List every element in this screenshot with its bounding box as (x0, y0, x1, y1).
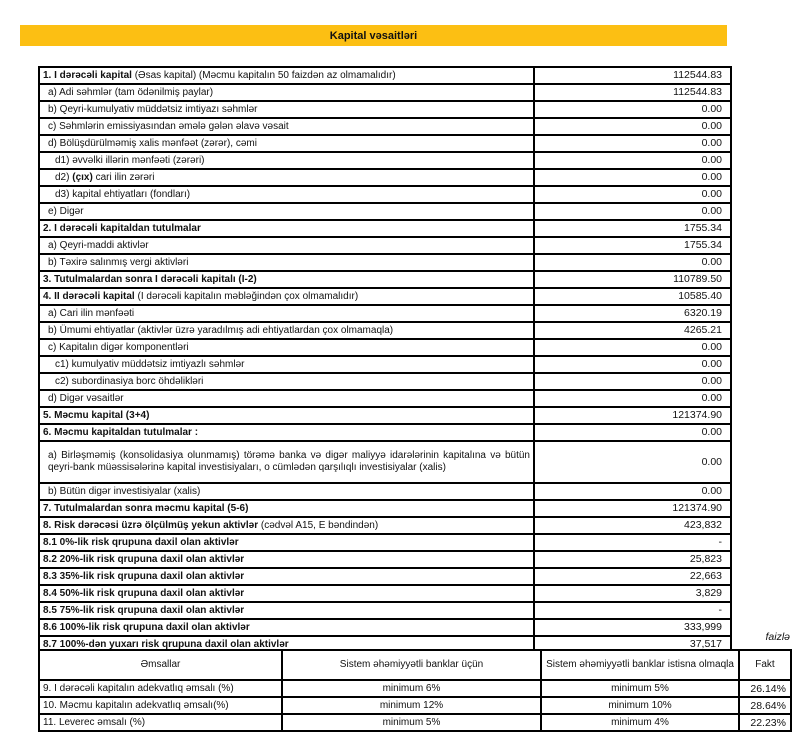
row-value: 0.00 (534, 203, 731, 220)
ratios-table (38, 649, 792, 732)
row-label (39, 135, 534, 152)
row-value: 0.00 (534, 118, 731, 135)
ratio-systemic-minimum: minimum 5% (282, 714, 541, 731)
ratio-row (39, 714, 791, 731)
table-row (39, 568, 731, 585)
row-label-segment: a) Qeyri-maddi aktivlər (48, 240, 149, 251)
row-label (39, 118, 534, 135)
percent-unit-note: faizlə (765, 631, 790, 643)
row-label (39, 534, 534, 551)
ratio-non-systemic-minimum: minimum 4% (541, 714, 739, 731)
ratio-non-systemic-minimum: minimum 10% (541, 697, 739, 714)
table-row (39, 271, 731, 288)
row-label-segment: cari ilin zərəri (92, 172, 155, 183)
row-label-segment: b) Ümumi ehtiyatlar (aktivlər üzrə yaradılmış adi ehtiyatlardan çox olmamaqla) (48, 325, 394, 336)
table-row (39, 169, 731, 186)
row-label-segment: b) Təxirə salınmış vergi aktivləri (48, 257, 189, 268)
row-label-segment: 8.5 75%-lik risk qrupuna daxil olan aktivlər (43, 605, 245, 616)
table-row (39, 67, 731, 84)
row-value: 110789.50 (534, 271, 731, 288)
row-label (39, 84, 534, 101)
ratio-row (39, 697, 791, 714)
row-label (39, 271, 534, 288)
row-label (39, 517, 534, 534)
capital-table (38, 66, 732, 654)
row-value: 121374.90 (534, 500, 731, 517)
row-label (39, 237, 534, 254)
table-row (39, 373, 731, 390)
row-label (39, 220, 534, 237)
row-value: 0.00 (534, 152, 731, 169)
row-label (39, 152, 534, 169)
row-label-segment: (çıx) (72, 172, 93, 183)
row-value: 1755.34 (534, 220, 731, 237)
page-title: Kapital vəsaitləri (329, 29, 418, 42)
row-value: 3,829 (534, 585, 731, 602)
capital-table-body (39, 67, 731, 653)
row-label (39, 288, 534, 305)
table-row (39, 534, 731, 551)
row-label (39, 186, 534, 203)
row-label-segment: 8.4 50%-lik risk qrupuna daxil olan aktivlər (43, 588, 245, 599)
row-label-segment: 8.7 100%-dən yuxarı risk qrupuna daxil olan aktivlər (43, 639, 289, 650)
row-label-segment: 3. Tutulmalardan sonra I dərəcəli kapitalı (I-2) (43, 274, 257, 285)
ratio-fact-value: 26.14% (739, 680, 791, 697)
row-value: 0.00 (534, 373, 731, 390)
row-label-segment: (cədvəl A15, E bəndindən) (258, 520, 379, 531)
row-value: 333,999 (534, 619, 731, 636)
row-label (39, 254, 534, 271)
row-label-segment: d3) kapital ehtiyatları (fondları) (55, 189, 191, 200)
row-label (39, 568, 534, 585)
table-row (39, 135, 731, 152)
table-row (39, 322, 731, 339)
row-value: 1755.34 (534, 237, 731, 254)
row-label (39, 424, 534, 441)
row-label (39, 602, 534, 619)
row-label (39, 483, 534, 500)
row-value: 25,823 (534, 551, 731, 568)
row-value: 112544.83 (534, 67, 731, 84)
ratios-table-body (39, 680, 791, 731)
row-label (39, 305, 534, 322)
row-label-segment: 1. I dərəcəli kapital (43, 70, 132, 81)
ratio-label: 10. Məcmu kapitalın adekvatlıq əmsalı(%) (39, 697, 282, 714)
row-label-segment: (Əsas kapital) (Məcmu kapitalın 50 faizdən az olmamalıdır) (131, 70, 396, 81)
ratio-fact-value: 28.64% (739, 697, 791, 714)
ratios-header-fact: Fakt (739, 650, 791, 680)
row-label-segment: 5. Məcmu kapital (3+4) (43, 410, 150, 421)
row-label-segment: (I dərəcəli kapitalın məbləğindən çox olmamalıdır) (134, 291, 359, 302)
row-value: 0.00 (534, 390, 731, 407)
table-row (39, 551, 731, 568)
ratios-header-coefficients: Əmsallar (39, 650, 282, 680)
table-row (39, 84, 731, 101)
row-value: 0.00 (534, 135, 731, 152)
row-label (39, 101, 534, 118)
row-value: 0.00 (534, 339, 731, 356)
table-row (39, 500, 731, 517)
row-label-segment: 4. II dərəcəli kapital (43, 291, 135, 302)
row-value: 112544.83 (534, 84, 731, 101)
row-value: 0.00 (534, 424, 731, 441)
row-value: 10585.40 (534, 288, 731, 305)
ratios-header-systemic: Sistem əhəmiyyətli banklar üçün (282, 650, 541, 680)
row-label-segment: 8.3 35%-lik risk qrupuna daxil olan aktivlər (43, 571, 245, 582)
row-label-segment: a) Birləşməmiş (konsolidasiya olunmamış) törəmə banka və digər maliyyə idarələrinin kapitalına və bütün qeyri-bank müəssisələrinə kapital investisiyaları, o cümlədən qarşılıqlı investisiyalar (xalis) (48, 450, 530, 473)
table-row (39, 305, 731, 322)
row-label-segment: d) Digər vəsaitlər (48, 393, 124, 404)
row-value: 4265.21 (534, 322, 731, 339)
row-label-segment: c1) kumulyativ müddətsiz imtiyazlı səhmlər (55, 359, 245, 370)
row-label-segment: 8.2 20%-lik risk qrupuna daxil olan aktivlər (43, 554, 245, 565)
row-label (39, 585, 534, 602)
table-row (39, 390, 731, 407)
row-label-segment: c2) subordinasiya borc öhdəlikləri (55, 376, 204, 387)
row-label-segment: d1) əvvəlki illərin mənfəəti (zərəri) (55, 155, 205, 166)
row-value: 0.00 (534, 441, 731, 483)
row-label (39, 441, 534, 483)
table-row (39, 585, 731, 602)
table-row (39, 288, 731, 305)
table-row (39, 517, 731, 534)
row-label (39, 67, 534, 84)
row-label-segment: a) Adi səhmlər (tam ödənilmiş paylar) (48, 87, 214, 98)
table-row (39, 483, 731, 500)
row-label-segment: d2) (55, 172, 73, 183)
row-value: 121374.90 (534, 407, 731, 424)
row-value: 0.00 (534, 356, 731, 373)
row-label-segment: e) Digər (48, 206, 84, 217)
table-row (39, 220, 731, 237)
row-value: 0.00 (534, 254, 731, 271)
table-row (39, 118, 731, 135)
ratio-systemic-minimum: minimum 12% (282, 697, 541, 714)
table-row (39, 203, 731, 220)
row-label-segment: 8.1 0%-lik risk qrupuna daxil olan aktivlər (43, 537, 239, 548)
ratio-label: 11. Leverec əmsalı (%) (39, 714, 282, 731)
ratio-non-systemic-minimum: minimum 5% (541, 680, 739, 697)
row-label-segment: b) Bütün digər investisiyalar (xalis) (48, 486, 201, 497)
row-value: 22,663 (534, 568, 731, 585)
row-label-segment: c) Kapitalın digər komponentləri (48, 342, 189, 353)
title-bar (20, 25, 727, 46)
row-label-segment: d) Bölüşdürülməmiş xalis mənfəət (zərər), cəmi (48, 138, 257, 149)
row-label (39, 373, 534, 390)
table-row (39, 339, 731, 356)
row-label (39, 551, 534, 568)
table-row (39, 254, 731, 271)
row-value: 0.00 (534, 169, 731, 186)
row-label-segment: 8.6 100%-lik risk qrupuna daxil olan aktivlər (43, 622, 250, 633)
row-label (39, 407, 534, 424)
row-value: 423,832 (534, 517, 731, 534)
row-label-segment: 2. I dərəcəli kapitaldan tutulmalar (43, 223, 201, 234)
ratio-label: 9. I dərəcəli kapitalın adekvatlıq əmsalı (%) (39, 680, 282, 697)
row-label-segment: c) Səhmlərin emissiyasından əmələ gələn əlavə vəsait (48, 121, 289, 132)
table-row (39, 602, 731, 619)
row-label (39, 390, 534, 407)
row-label-segment: 6. Məcmu kapitaldan tutulmalar : (43, 427, 199, 438)
ratio-systemic-minimum: minimum 6% (282, 680, 541, 697)
table-row (39, 441, 731, 483)
row-value: 37,517 (534, 636, 731, 653)
ratio-fact-value: 22.23% (739, 714, 791, 731)
row-label (39, 203, 534, 220)
ratios-header-row (39, 650, 791, 680)
ratios-header-non-systemic: Sistem əhəmiyyətli banklar istisna olmaqla (541, 650, 739, 680)
table-row (39, 424, 731, 441)
row-label (39, 356, 534, 373)
row-value: 0.00 (534, 101, 731, 118)
ratio-row (39, 680, 791, 697)
row-label-segment: a) Cari ilin mənfəəti (48, 308, 135, 319)
table-row (39, 356, 731, 373)
row-label (39, 169, 534, 186)
row-label-segment: 7. Tutulmalardan sonra məcmu kapital (5-6) (43, 503, 249, 514)
row-value: 0.00 (534, 186, 731, 203)
row-label (39, 500, 534, 517)
table-row (39, 407, 731, 424)
row-label-segment: b) Qeyri-kumulyativ müddətsiz imtiyazı səhmlər (48, 104, 258, 115)
row-value: - (534, 534, 731, 551)
row-label (39, 339, 534, 356)
row-label-segment: 8. Risk dərəcəsi üzrə ölçülmüş yekun aktivlər (43, 520, 259, 531)
row-label (39, 322, 534, 339)
row-value: 0.00 (534, 483, 731, 500)
row-value: 6320.19 (534, 305, 731, 322)
table-row (39, 101, 731, 118)
table-row (39, 237, 731, 254)
table-row (39, 152, 731, 169)
row-value: - (534, 602, 731, 619)
table-row (39, 186, 731, 203)
